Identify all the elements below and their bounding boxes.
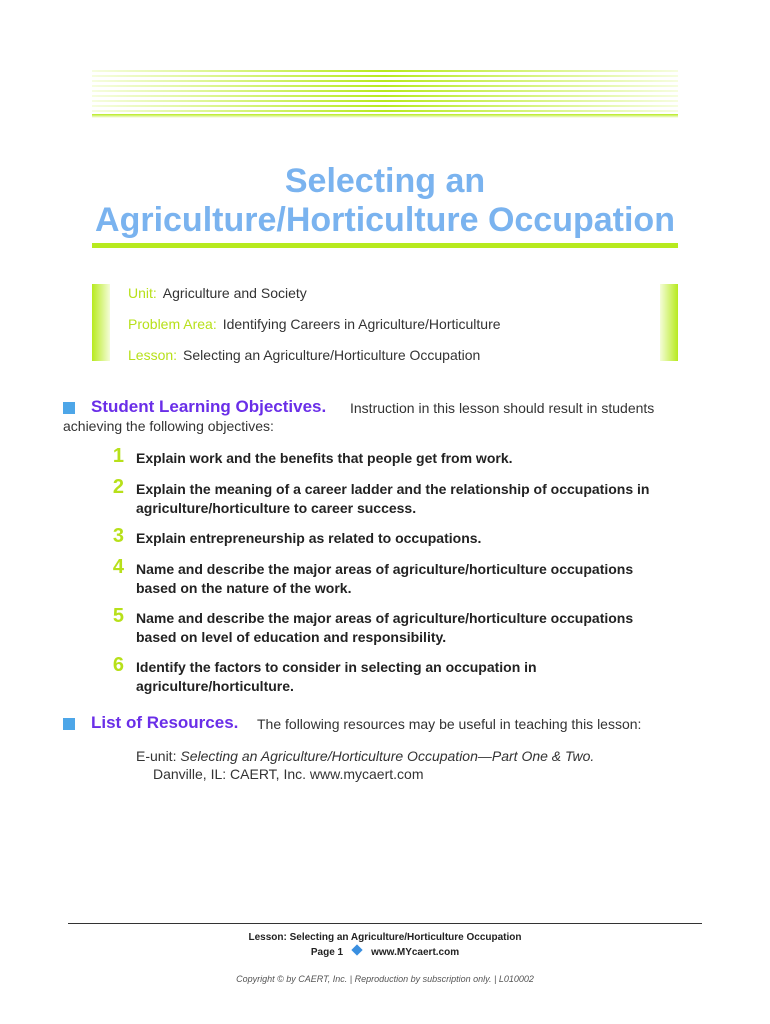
- resources-heading: List of Resources.: [91, 713, 239, 732]
- objective-1-number: 1: [112, 445, 124, 467]
- header-stripe-line: [92, 105, 678, 107]
- header-stripes-shadow: [92, 114, 678, 118]
- problem-area-value: Identifying Careers in Agriculture/Horticulture: [222, 316, 501, 332]
- unit-label: Unit:: [128, 285, 157, 301]
- objective-2-text: [136, 480, 696, 518]
- footer-lesson-title: Lesson: Selecting an Agriculture/Horticulture Occupation: [248, 932, 522, 943]
- objective-5-number: 5: [112, 605, 124, 627]
- header-stripe-line: [92, 75, 678, 77]
- objective-3-text: [136, 529, 696, 548]
- objective-6-text: [136, 658, 696, 696]
- header-stripe-line: [92, 85, 678, 87]
- objective-2-line1: Explain the meaning of a career ladder and the relationship of occupations in: [136, 481, 650, 497]
- objectives-intro-line1: Instruction in this lesson should result in students: [350, 400, 655, 416]
- objective-5-text: [136, 609, 696, 647]
- header-stripe-line: [92, 110, 678, 112]
- page-title-line1: Selecting an: [284, 162, 486, 200]
- header-stripe-line: [92, 95, 678, 97]
- header-stripe-line: [92, 90, 678, 92]
- objective-5-line1: Name and describe the major areas of agriculture/horticulture occupations: [136, 610, 634, 626]
- header-stripe-line: [92, 70, 678, 72]
- header-stripe-line: [92, 80, 678, 82]
- objective-3-number: 3: [112, 525, 124, 547]
- objective-2-number: 2: [112, 476, 124, 498]
- objective-4-number: 4: [112, 556, 124, 578]
- objective-1-text: [136, 449, 696, 468]
- objective-3-line1: Explain entrepreneurship as related to occupations.: [136, 530, 482, 546]
- objective-2-line2: agriculture/horticulture to career success.: [136, 500, 417, 516]
- unit-value: Agriculture and Society: [162, 285, 307, 301]
- lesson-row: [128, 346, 480, 364]
- objective-6-number: 6: [112, 654, 124, 676]
- problem-area-label: Problem Area:: [128, 316, 217, 332]
- objectives-bullet-icon: [63, 402, 75, 414]
- objective-4-line1: Name and describe the major areas of agriculture/horticulture occupations: [136, 561, 634, 577]
- resource-entry-title: Selecting an Agriculture/Horticulture Occupation—Part One & Two.: [180, 748, 595, 764]
- footer-copyright: Copyright © by CAERT, Inc. | Reproduction by subscription only. | L010002: [236, 974, 534, 984]
- resources-intro: The following resources may be useful in teaching this lesson:: [257, 716, 642, 732]
- objective-6-line2: agriculture/horticulture.: [136, 678, 294, 694]
- header-stripe-line: [92, 100, 678, 102]
- resource-entry-prefix: E-unit:: [136, 748, 177, 764]
- header-stripes: [92, 70, 678, 120]
- footer-page-line: [0, 946, 770, 958]
- page-title-line2: Agriculture/Horticulture Occupation: [95, 201, 675, 239]
- resources-bullet-icon: [63, 718, 75, 730]
- objective-1-line1: Explain work and the benefits that people get from work.: [136, 450, 513, 466]
- info-left-bar: [92, 284, 110, 361]
- objectives-intro-line2: achieving the following objectives:: [63, 418, 274, 434]
- objective-4-line2: based on the nature of the work.: [136, 580, 352, 596]
- objective-5-line2: based on level of education and responsibility.: [136, 629, 447, 645]
- lesson-value: Selecting an Agriculture/Horticulture Occupation: [183, 347, 481, 363]
- unit-row: [128, 284, 307, 302]
- info-right-bar: [660, 284, 678, 361]
- title-divider: [92, 243, 678, 248]
- resource-entry-line1: [136, 748, 594, 764]
- problem-area-row: [128, 315, 501, 333]
- footer-divider: [68, 923, 702, 924]
- lesson-label: Lesson:: [128, 347, 178, 363]
- footer-page-number: Page 1: [310, 947, 344, 958]
- footer-url: www.MYcaert.com: [371, 947, 460, 958]
- objectives-heading: Student Learning Objectives.: [91, 397, 327, 416]
- resource-entry-publisher: Danville, IL: CAERT, Inc. www.mycaert.com: [153, 766, 424, 782]
- objective-4-text: [136, 560, 696, 598]
- objective-6-line1: Identify the factors to consider in selecting an occupation in: [136, 659, 537, 675]
- diamond-icon: [351, 944, 362, 955]
